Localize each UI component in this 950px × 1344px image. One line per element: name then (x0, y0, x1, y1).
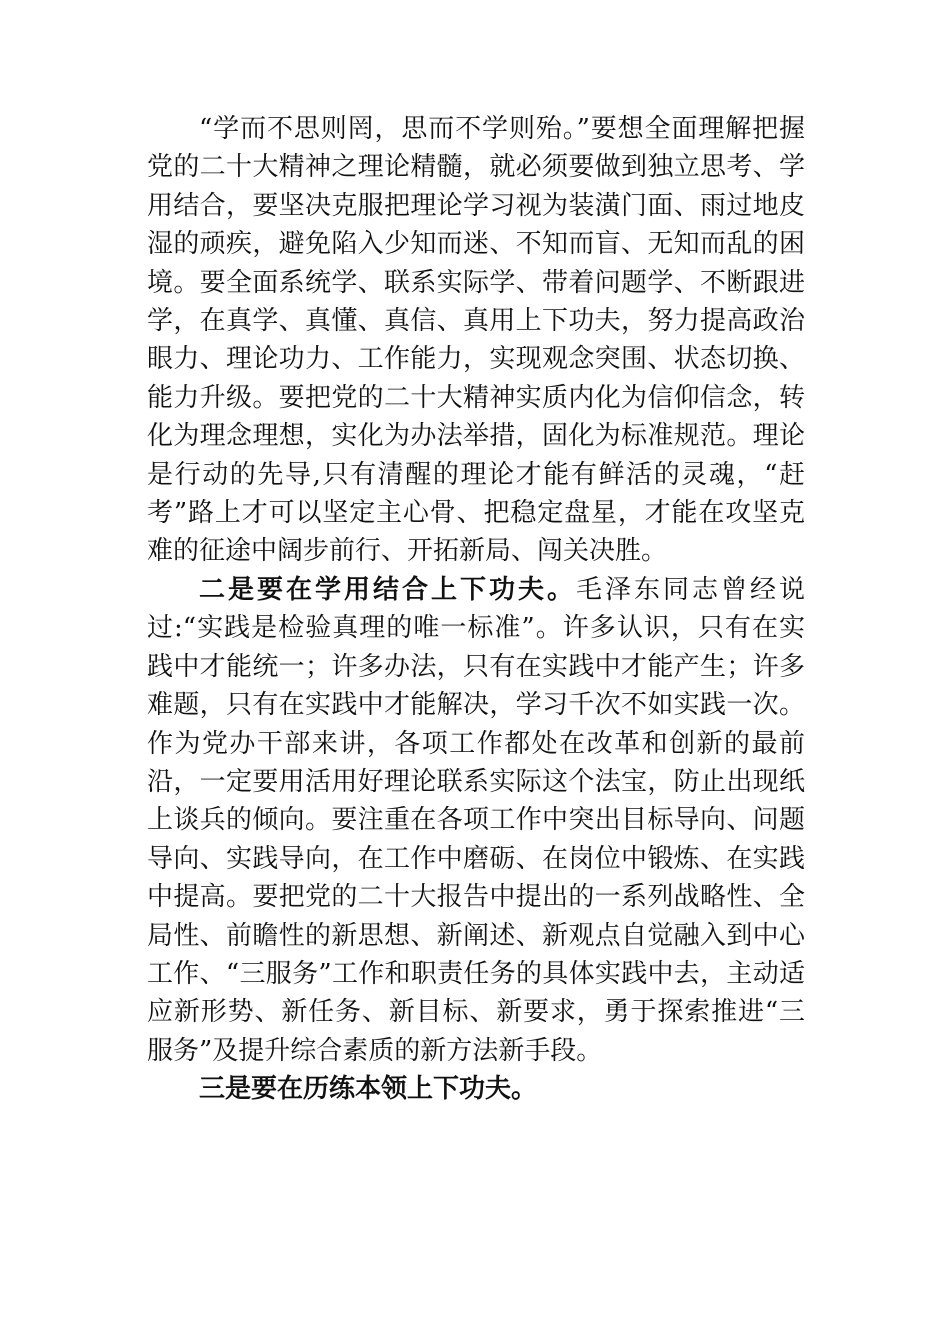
paragraph-1-text: “学而不思则罔，思而不学则殆。”要想全面理解把握党的二十大精神之理论精髓，就必须要做到独立思考、学用结合，要坚决克服把理论学习视为装潢门面、雨过地皮湿的顽疾，避免陷入少知而迷、不知而盲、无知而乱的困境。要全面系统学、联系实际学、带着问题学、不断跟进学，在真学、真懂、真信、真用上下功夫，努力提高政治眼力、理论功力、工作能力，实现观念突围、状态切换、能力升级。要把党的二十大精神实质内化为信仰信念，转化为理念理想，实化为办法举措，固化为标准规范。理论是行动的先导,只有清醒的理论才能有鲜活的灵魂，“赶考”路上才可以坚定主心骨、把稳定盘星，才能在攻坚克难的征途中阔步前行、开拓新局、闯关决胜。 (147, 114, 805, 567)
paragraph-1 (147, 110, 805, 571)
paragraph-2-text: 毛泽东同志曾经说过:“实践是检验真理的唯一标准”。许多认识，只有在实践中才能统一；许多办法，只有在实践中才能产生；许多难题，只有在实践中才能解决，学习千次不如实践一次。作为党办干部来讲，各项工作都处在改革和创新的最前沿，一定要用活用好理论联系实际这个法宝，防止出现纸上谈兵的倾向。要注重在各项工作中突出目标导向、问题导向、实践导向，在工作中磨砺、在岗位中锻炼、在实践中提高。要把党的二十大报告中提出的一系列战略性、全局性、前瞻性的新思想、新阐述、新观点自觉融入到中心工作、“三服务”工作和职责任务的具体实践中去，主动适应新形势、新任务、新目标、新要求，勇于探索推进“三服务”及提升综合素质的新方法新手段。 (147, 574, 805, 1066)
document-body (147, 110, 805, 1109)
paragraph-3-heading: 三是要在历练本领上下功夫。 (199, 1074, 538, 1105)
paragraph-2-heading: 二是要在学用结合上下功夫。 (199, 574, 576, 605)
paragraph-3 (147, 1070, 805, 1108)
paragraph-2 (147, 571, 805, 1070)
